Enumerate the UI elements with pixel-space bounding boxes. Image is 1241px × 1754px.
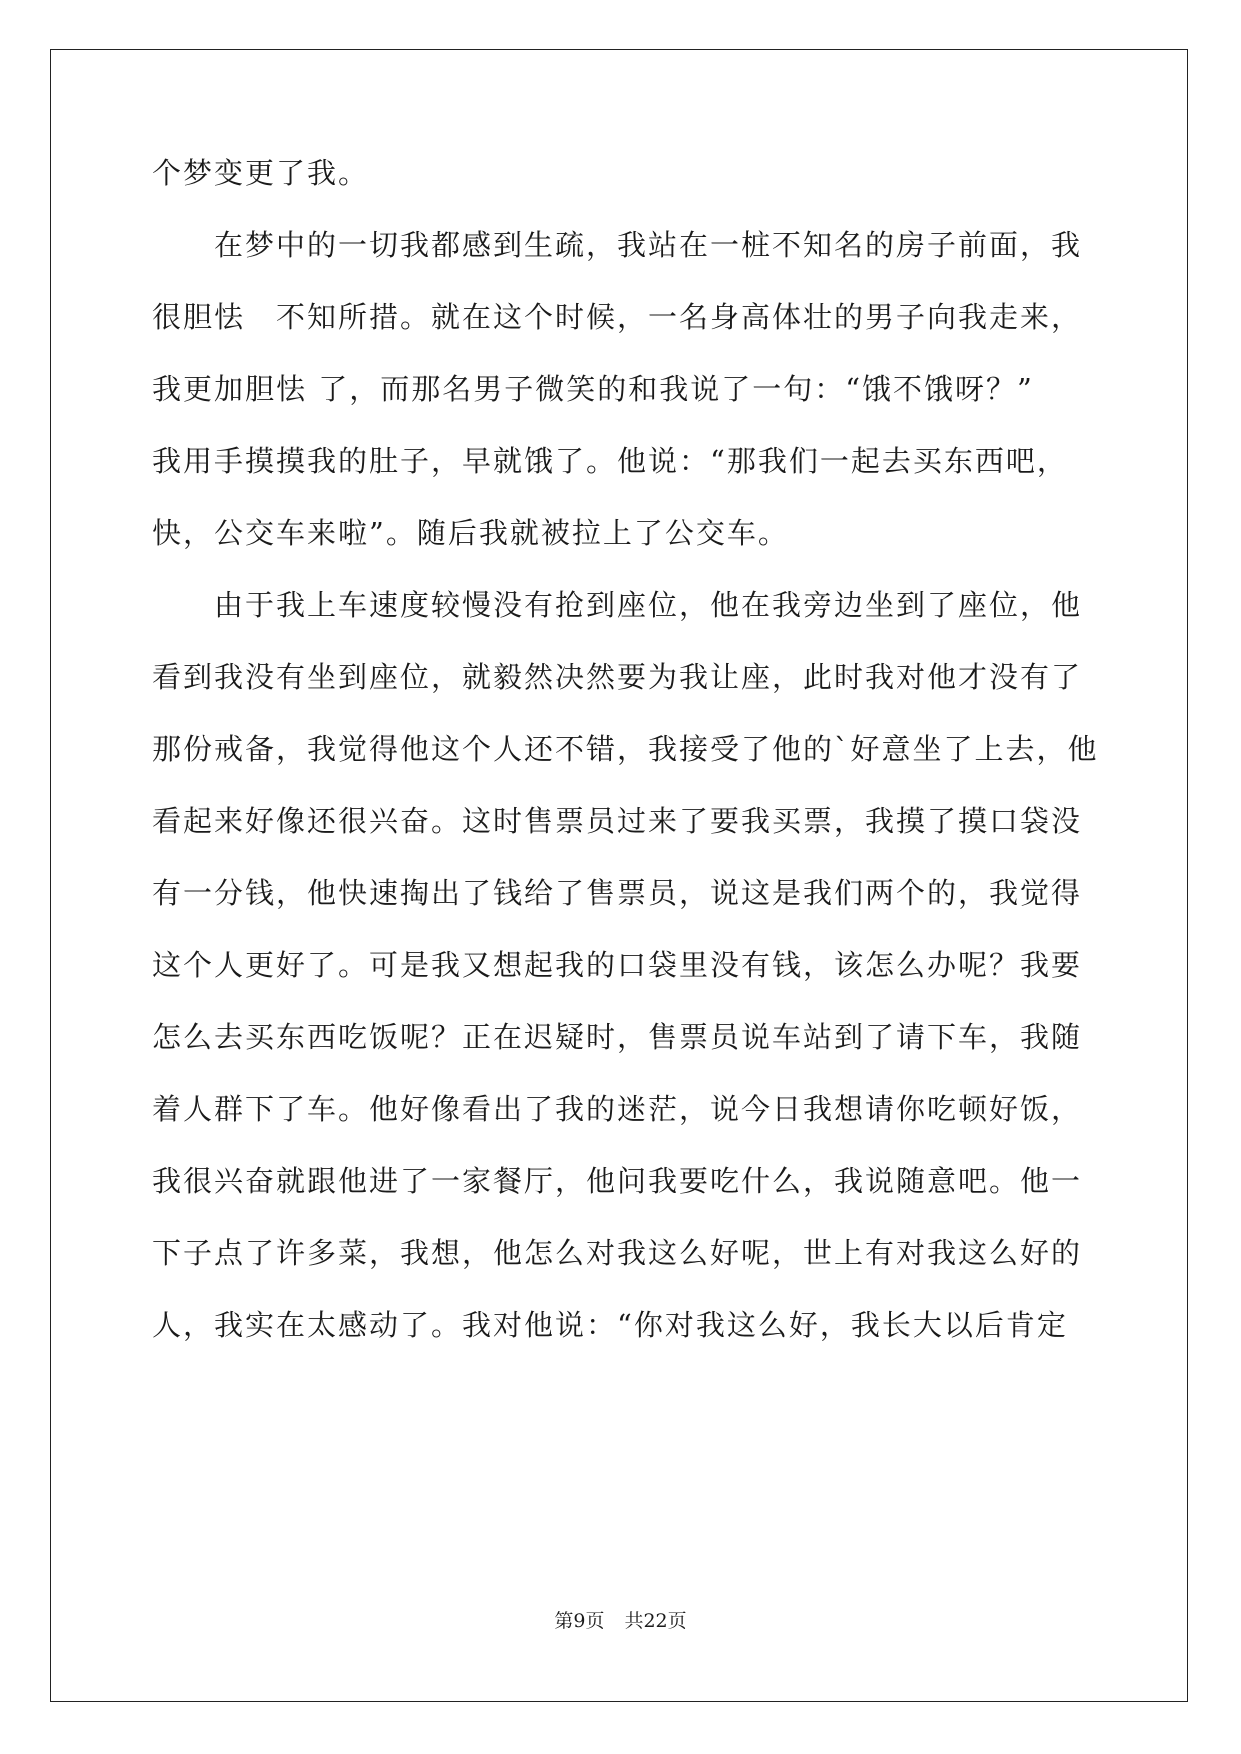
text-line: 快，公交车来啦”。随后我就被拉上了公交车。 [152, 516, 789, 550]
text-line: 我用手摸摸我的肚子，早就饿了。他说：“那我们一起去买东西吧， [152, 444, 1068, 478]
text-line: 看起来好像还很兴奋。这时售票员过来了要我买票，我摸了摸口袋没 [152, 804, 1083, 838]
text-line: 这个人更好了。可是我又想起我的口袋里没有钱，该怎么办呢？我要 [152, 948, 1083, 982]
page-number: 第9页 [554, 1610, 605, 1632]
text-line: 下子点了许多菜，我想，他怎么对我这么好呢，世上有对我这么好的 [152, 1236, 1083, 1270]
text-line: 我更加胆怯 了，而那名男子微笑的和我说了一句：“饿不饿呀？” [152, 372, 1034, 406]
text-line: 在梦中的一切我都感到生疏，我站在一桩不知名的房子前面，我 [152, 228, 1083, 262]
text-line: 我很兴奋就跟他进了一家餐厅，他问我要吃什么，我说随意吧。他一 [152, 1164, 1083, 1198]
text-line: 怎么去买东西吃饭呢？正在迟疑时，售票员说车站到了请下车，我随 [152, 1020, 1083, 1054]
text-line: 人，我实在太感动了。我对他说：“你对我这么好，我长大以后肯定 [152, 1308, 1068, 1342]
text-line: 着人群下了车。他好像看出了我的迷茫，说今日我想请你吃顿好饭， [152, 1092, 1083, 1126]
text-line: 很胆怯 不知所措。就在这个时候，一名身高体壮的男子向我走来， [152, 300, 1083, 334]
text-line: 那份戒备，我觉得他这个人还不错，我接受了他的`好意坐了上去，他 [152, 732, 1099, 766]
text-line: 个梦变更了我。 [152, 156, 370, 190]
page-footer [0, 1609, 1241, 1633]
page-total: 共22页 [624, 1610, 687, 1632]
text-line: 有一分钱，他快速掏出了钱给了售票员，说这是我们两个的，我觉得 [152, 876, 1083, 910]
text-line: 看到我没有坐到座位，就毅然决然要为我让座，此时我对他才没有了 [152, 660, 1083, 694]
text-line: 由于我上车速度较慢没有抢到座位，他在我旁边坐到了座位，他 [152, 588, 1083, 622]
